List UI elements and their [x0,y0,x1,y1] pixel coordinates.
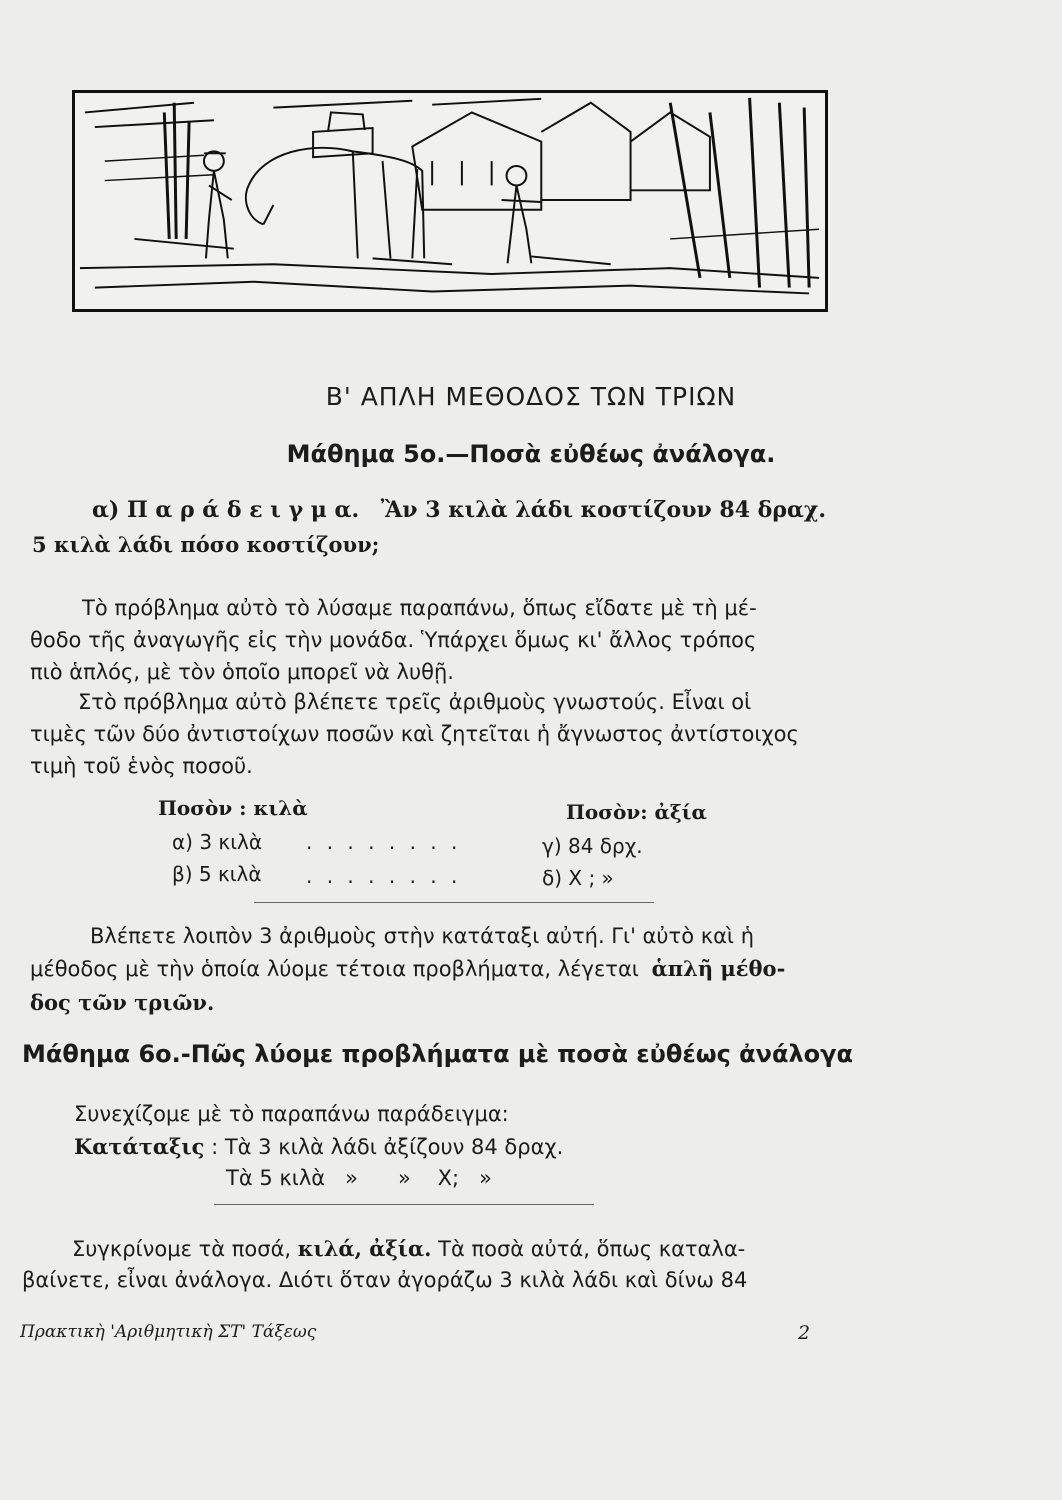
lesson6-para-bold: κιλά, ἀξία. [297,1236,432,1261]
katataxis-label: Κατάταξις [74,1134,205,1159]
para1-line-3: πιὸ ἁπλός, μὲ τὸν ὁποῖο μπορεῖ νὰ λυθῇ. [30,660,454,684]
example-text-1: Ἂν 3 κιλὰ λάδι κοστίζουν 84 δραχ. [380,497,827,523]
lesson6-para-line-2: βαίνετε, εἶναι ἀνάλογα. Διότι ὅταν ἀγοράζω 3 κιλὰ λάδι καὶ δίνω 84 [22,1268,748,1292]
para3-bold-term: ἁπλῆ μέθο- [651,956,786,981]
table-row-2-right: δ) Χ ; » [542,866,614,890]
para3-line-2 [30,958,785,980]
para1-line-2: θοδο τῆς ἀναγωγῆς εἰς τὴν μονάδα. Ὑπάρχει ὅμως κι' ἄλλος τρόπος [30,628,757,652]
lesson-5-title: Μάθημα 5ο.—Ποσὰ εὐθέως ἀνάλογα. [286,440,776,468]
para3-line-3: δος τῶν τριῶν. [30,990,215,1015]
table-header-left: Ποσὸν : κιλὰ [158,796,308,820]
para2-line-2: τιμὲς τῶν δύο ἀντιστοίχων ποσῶν καὶ ζητεῖται ἡ ἄγνωστος ἀντίστοιχος [30,722,799,746]
katataxis-line-1-text: : Τὰ 3 κιλὰ λάδι ἀξίζουν 84 δραχ. [211,1135,564,1159]
para2-line-3: τιμὴ τοῦ ἑνὸς ποσοῦ. [30,754,253,778]
table-row-1-right: γ) 84 δρχ. [542,834,643,858]
woodcut-illustration [72,90,828,312]
para3-line-1: Βλέπετε λοιπὸν 3 ἀριθμοὺς στὴν κατάταξι αὐτή. Γι' αὐτὸ καὶ ἡ [90,924,755,948]
village-scene-image [75,93,825,309]
table-row-2-dots: . . . . . . . . [306,864,462,888]
example-label: α) Π α ρ ά δ ε ι γ μ α. [92,497,360,523]
example-line-1 [92,497,826,523]
para2-line-1: Στὸ πρόβλημα αὐτὸ βλέπετε τρεῖς ἀριθμοὺς γνωστούς. Εἶναι οἱ [78,690,752,714]
lesson-6-title: Μάθημα 6ο.-Πῶς λύομε προβλήματα μὲ ποσὰ εὐθέως ἀνάλογα [22,1040,853,1068]
table-header-right: Ποσὸν: ἀξία [566,800,707,824]
lesson6-para-b: Τὰ ποσὰ αὐτά, ὅπως καταλα- [438,1237,746,1261]
para3-line-2-text: μέθοδος μὲ τὴν ὁποία λύομε τέτοια προβλήματα, λέγεται [30,957,639,981]
section-title: Β' ΑΠΛΗ ΜΕΘΟΔΟΣ ΤΩΝ ΤΡΙΩΝ [325,382,737,411]
table-row-1-left: α) 3 κιλὰ [172,830,262,854]
table-row-1-dots: . . . . . . . . [306,830,462,854]
lesson6-para-a: Συγκρίνομε τὰ ποσά, [72,1237,292,1261]
table-row-2-left: β) 5 κιλὰ [172,862,262,886]
lesson6-intro: Συνεχίζομε μὲ τὸ παραπάνω παράδειγμα: [74,1102,509,1126]
katataxis-divider [214,1204,594,1205]
footer-page-number: 2 [798,1322,811,1344]
example-line-2: 5 κιλὰ λάδι πόσο κοστίζουν; [32,532,380,557]
footer-book-title: Πρακτικὴ 'Αριθμητικὴ ΣΤ' Τάξεως [20,1322,317,1342]
para1-line-1: Τὸ πρόβλημα αὐτὸ τὸ λύσαμε παραπάνω, ὅπως εἴδατε μὲ τὴ μέ- [82,596,757,620]
katataxis-line-2: Τὰ 5 κιλὰ » » Χ; » [226,1166,492,1190]
katataxis-line-1 [74,1136,563,1158]
table-divider [254,902,654,903]
lesson6-para-line-1 [72,1238,745,1260]
